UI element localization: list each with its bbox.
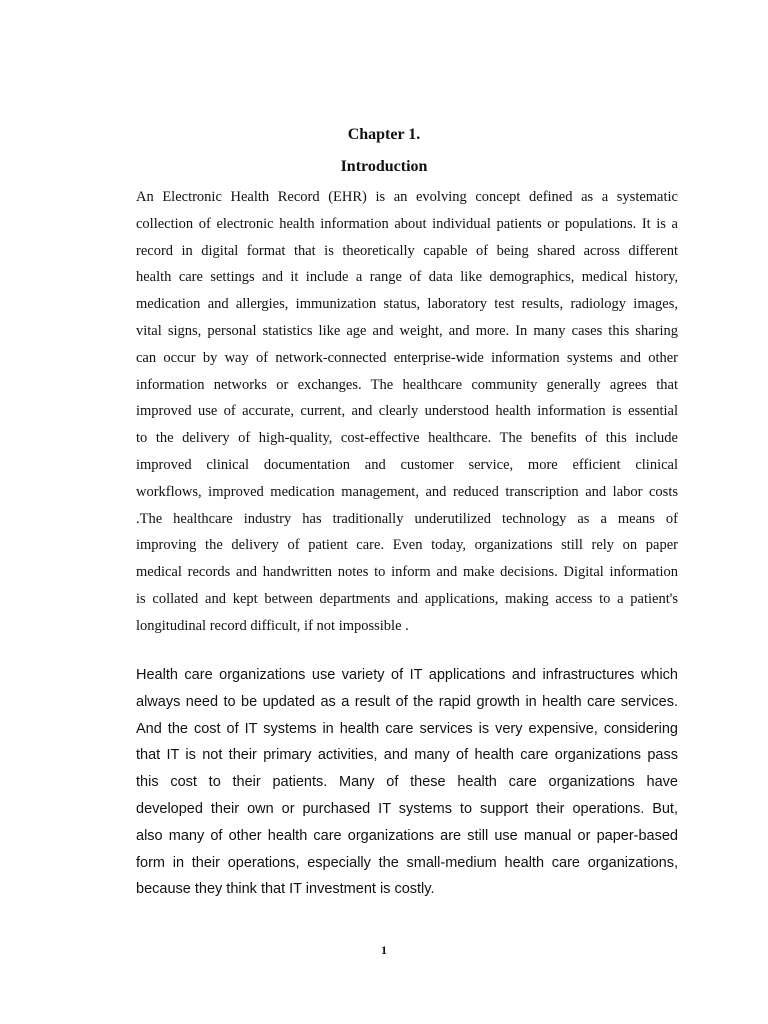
- text-line: always need to be updated as a result of the rapid growth in health care services.: [136, 693, 678, 710]
- text-line: medical records and handwritten notes to inform and make decisions. Digital information: [136, 564, 678, 581]
- text-line: collection of electronic health information about individual patients or populations. It is a: [136, 215, 678, 232]
- text-line: medication and allergies, immunization status, laboratory test results, radiology images,: [136, 296, 678, 313]
- text-line: longitudinal record difficult, if not impossible .: [136, 617, 409, 634]
- page-number: 1: [381, 943, 387, 957]
- text-line: can occur by way of network-connected enterprise-wide information systems and other: [136, 349, 678, 366]
- text-line: form in their operations, especially the small-medium health care organizations,: [136, 854, 678, 871]
- text-line: information networks or exchanges. The healthcare community generally agrees that: [136, 376, 678, 393]
- paragraph-ehr-introduction: [136, 184, 678, 640]
- text-line: because they think that IT investment is costly.: [136, 881, 435, 898]
- text-line: also many of other health care organizations are still use manual or paper-based: [136, 827, 678, 844]
- paragraph-it-in-health-care: [136, 662, 678, 903]
- chapter-heading: Chapter 1.: [347, 126, 421, 143]
- text-line: to the delivery of high-quality, cost-effective healthcare. The benefits of this include: [136, 430, 678, 447]
- text-line: .The healthcare industry has traditionally underutilized technology as a means of: [136, 510, 678, 527]
- text-line: that IT is not their primary activities, and many of health care organizations pass: [136, 747, 678, 764]
- text-line: is collated and kept between departments and applications, making access to a patient's: [136, 590, 678, 607]
- text-line: record in digital format that is theoretically capable of being shared across different: [136, 242, 678, 259]
- text-line: workflows, improved medication management, and reduced transcription and labor costs: [136, 483, 678, 500]
- text-line: Health care organizations use variety of IT applications and infrastructures which: [136, 667, 678, 683]
- text-line: this cost to their patients. Many of these health care organizations have: [136, 774, 678, 791]
- text-line: improving the delivery of patient care. Even today, organizations still rely on paper: [136, 537, 678, 554]
- text-line: improved clinical documentation and customer service, more efficient clinical: [136, 456, 678, 473]
- text-line: vital signs, personal statistics like age and weight, and more. In many cases this sharing: [136, 322, 678, 339]
- text-line: An Electronic Health Record (EHR) is an evolving concept defined as a systematic: [136, 189, 678, 205]
- section-title: Introduction: [340, 158, 428, 175]
- text-line: developed their own or purchased IT systems to support their operations. But,: [136, 800, 678, 817]
- text-line: And the cost of IT systems in health care services is very expensive, considering: [136, 720, 678, 737]
- text-line: improved use of accurate, current, and clearly understood health information is essential: [136, 403, 678, 420]
- text-line: health care settings and it include a range of data like demographics, medical history,: [136, 269, 678, 286]
